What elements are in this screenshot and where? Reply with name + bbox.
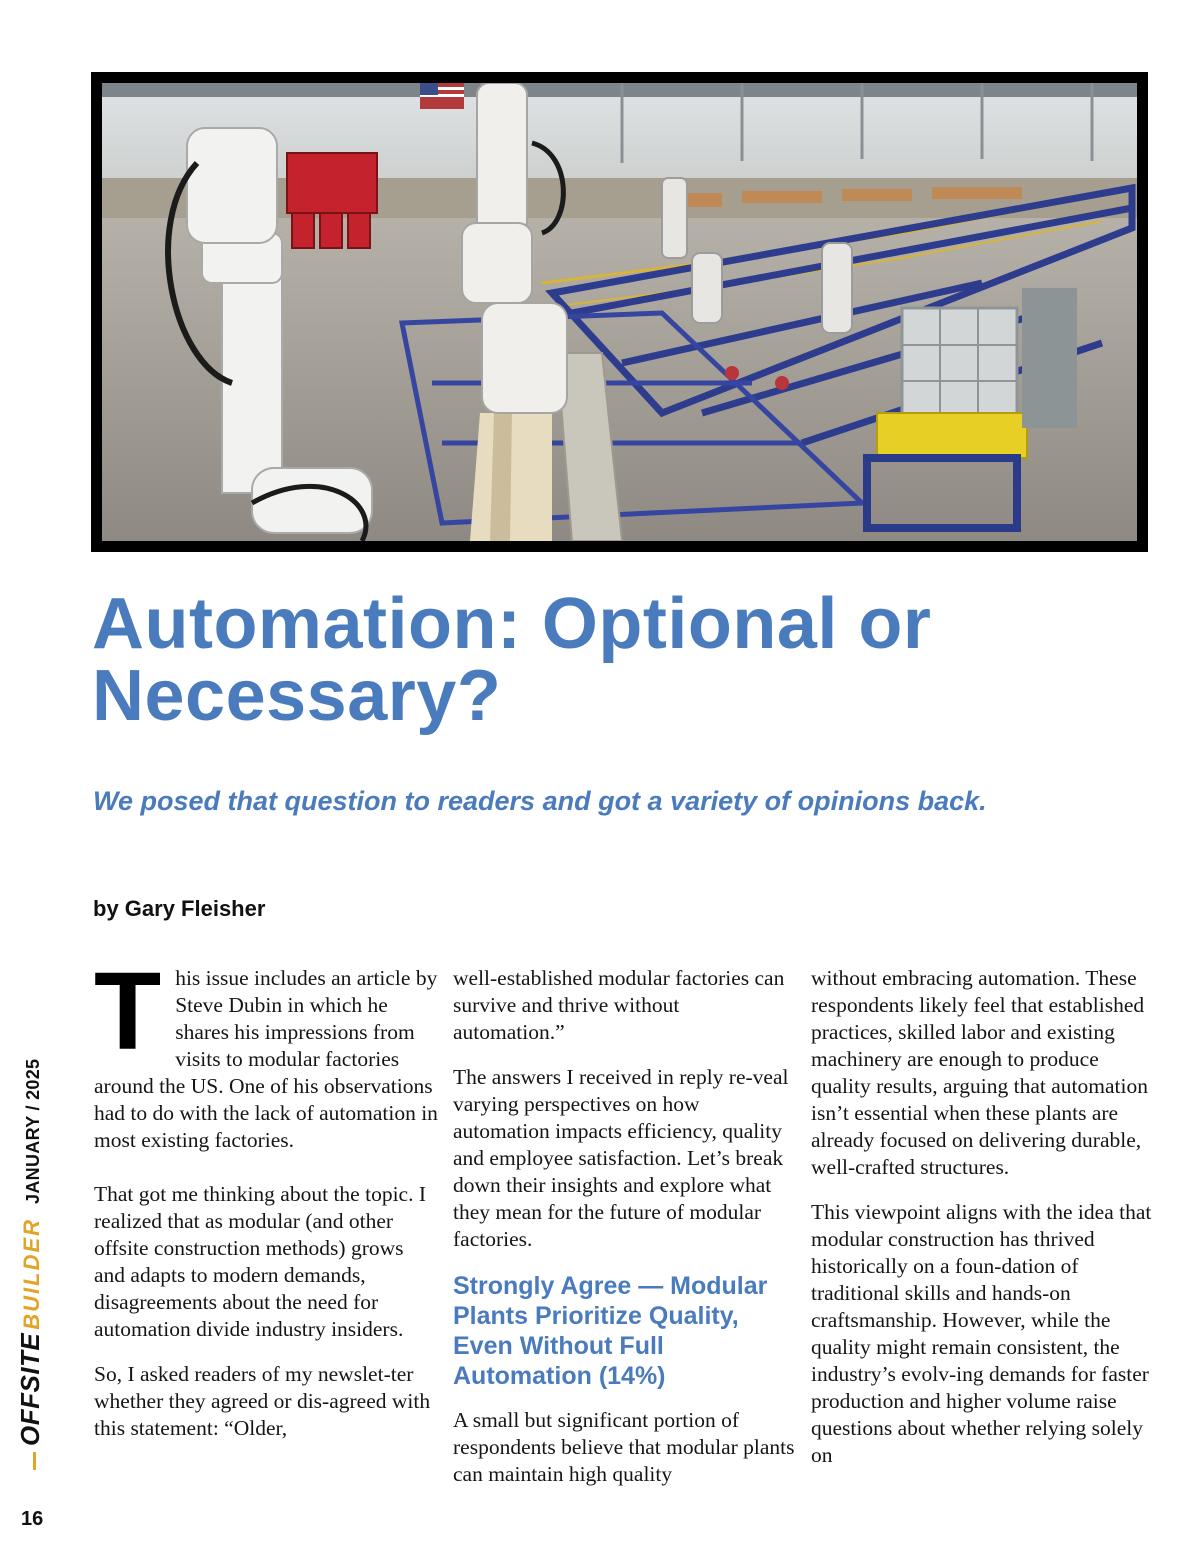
column-1-paragraph-2: That got me thinking about the topic. I realized that as modular (and other offsite construction methods) grows and adapts to modern demands, disagreements about the need for automation divide industry insiders. (94, 1182, 426, 1341)
magazine-folio (16, 1059, 44, 1470)
drop-cap: T (94, 950, 162, 1073)
column-2-paragraph-2: The answers I received in reply re-veal varying perspectives on how automation impacts efficiency, quality and employee satisfaction. Let’s break down their insights and explore what they mean for the future of modular factories. (453, 1065, 789, 1251)
article-title: Automation: Optional or Necessary? (92, 584, 932, 736)
folio-accent-bar (33, 1452, 36, 1470)
column-2-paragraph-1: well-established modular factories can survive and thrive without automation.” (453, 966, 785, 1044)
article-column-3 (811, 965, 1153, 1487)
article-deck: We posed that question to readers and got a variety of opinions back. (93, 786, 987, 816)
column-3-paragraph-1: without embracing automation. These respondents likely feel that established practices, skilled labor and existing machinery are enough to produce quality results, arguing that automation isn’t essential when these plants are already focused on delivering durable, well-crafted structures. (811, 966, 1148, 1179)
column-2-paragraph-3: A small but significant portion of respondents believe that modular plants can maintain high quality (453, 1408, 795, 1486)
section-subhead: Strongly Agree — Modular Plants Prioritize Quality, Even Without Full Automation (14%) (453, 1272, 768, 1390)
article-byline: by Gary Fleisher (93, 896, 266, 921)
factory-robot-photo (102, 83, 1137, 541)
hero-photo-frame (91, 72, 1148, 552)
brand-name-builder: BUILDER (19, 1217, 44, 1330)
article-column-1 (94, 950, 439, 1460)
column-1-paragraph-1-text: his issue includes an article by Steve Dubin in which he shares his impressions from visits to modular factories around the US. One of his observations had to do with the lack of automation in most existing factories. (94, 966, 438, 1152)
issue-date: JANUARY / 2025 (23, 1058, 43, 1204)
article-column-2 (453, 965, 795, 1506)
column-1-paragraph-1 (94, 950, 439, 1154)
column-3-paragraph-2: This viewpoint aligns with the idea that modular construction has thrived historically on a foun-dation of traditional skills and hands-on craftsmanship. However, while the quality might remain consistent, the industry’s evolv-ing demands for faster production and higher volume raise questions about whether relying solely on (811, 1200, 1152, 1467)
brand-name-offsite: OFFSITE (15, 1332, 45, 1446)
column-1-paragraph-3: So, I asked readers of my newslet-ter whether they agreed or dis-agreed with this statement: “Older, (94, 1362, 431, 1440)
page-number: 16 (21, 1508, 44, 1530)
